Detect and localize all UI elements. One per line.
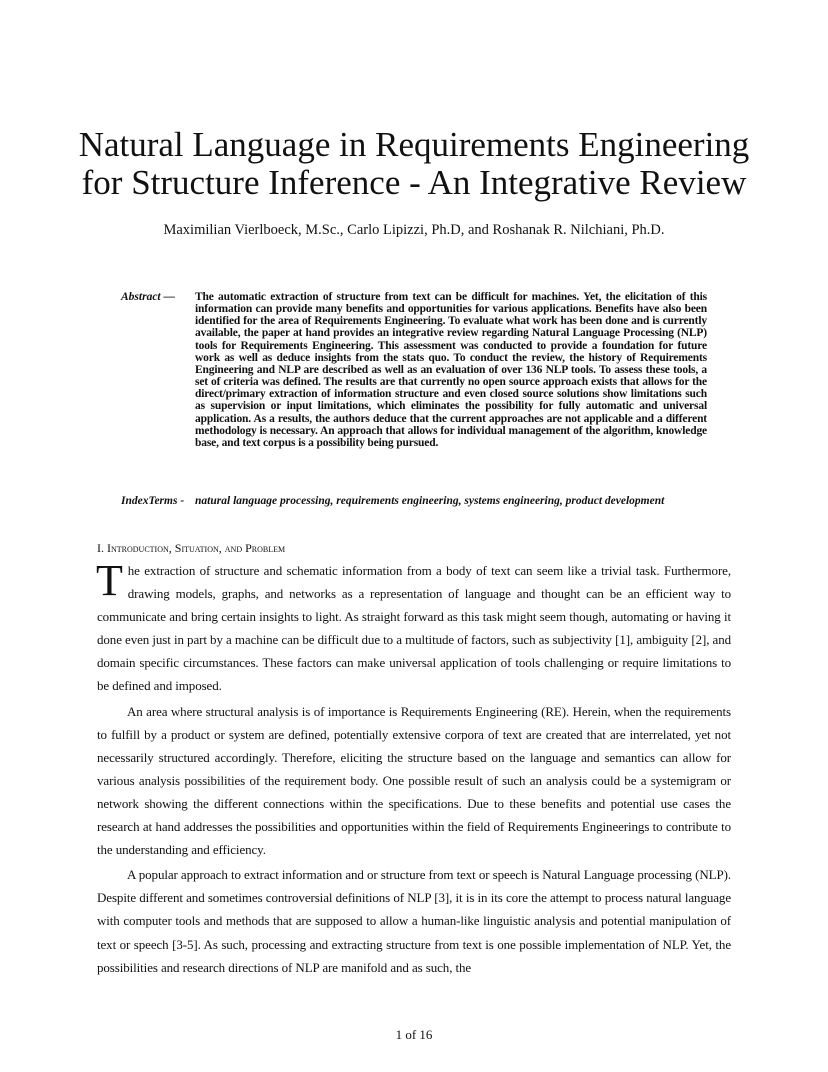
section-heading: I. Introduction, Situation, and Problem	[97, 541, 286, 555]
index-terms	[121, 494, 664, 508]
drop-cap: T	[96, 556, 123, 605]
paragraph-3: A popular approach to extract information and or structure from text or speech is Natural Language processing (NLP). Despite different and sometimes controversial definitions of NLP [3], it is in its core the attempt to process natural language with computer tools and methods that are supposed to allow a human-like linguistic analysis and potential manipulation of text or speech [3-5]. As such, processing and extracting structure from text is one possible implementation of NLP. Yet, the possibilities and research directions of NLP are manifold and as such, the	[97, 867, 731, 975]
abstract-text: The automatic extraction of structure from text can be difficult for machines. Yet, the elicitation of this information can provide many benefits and opportunities for various applications. Benefits have also been identified for the area of Requirements Engineering. To evaluate what work has been done and is currently available, the paper at hand provides an integrative review regarding Natural Language Processing (NLP) tools for Requirements Engineering. This assessment was conducted to provide a foundation for future work as well as deduce insights from the stats quo. To conduct the review, the history of Requirements Engineering and NLP are described as well as an evaluation of over 136 NLP tools. To assess these tools, a set of criteria was defined. The results are that currently no open source approach exists that allows for the direct/primary extraction of information structure and even closed source solutions show limitations such as supervision or input limitations, which eliminates the possibility for fully automatic and universal application. As a results, the authors deduce that the current approaches are not applicable and a different methodology is necessary. An approach that allows for individual management of the algorithm, knowledge base, and text corpus is a possibility being pursued.	[195, 291, 707, 449]
paragraph-1	[96, 556, 731, 698]
paper-title-line-1: Natural Language in Requirements Engineering	[78, 125, 750, 164]
page-number: 1 of 16	[395, 1027, 433, 1042]
index-terms-label: IndexTerms -	[121, 495, 185, 507]
paragraph-2: An area where structural analysis is of importance is Requirements Engineering (RE). Herein, when the requirements to fulfill by a product or system are defined, potentially extensive corpora of text are created that are interrelated, yet not necessarily structured accordingly. Therefore, eliciting the structure based on the language and semantics can allow for various analysis possibilities of the requirement body. One possible result of such an analysis could be a systemigram or network showing the different connections within the specifications. Due to these benefits and potential use cases the research at hand addresses the possibilities and opportunities within the field of Requirements Engineerings to contribute to the understanding and efficiency.	[97, 703, 731, 858]
author-list: Maximilian Vierlboeck, M.Sc., Carlo Lipizzi, Ph.D, and Roshanak R. Nilchiani, Ph.D.	[163, 222, 665, 238]
section-body	[96, 556, 731, 979]
paragraph-1-text: he extraction of structure and schematic information from a body of text can seem like a trivial task. Furthermore, drawing models, graphs, and networks as a representation of language and thought can be an efficient way to communicate and bring certain insights to light. As straight forward as this task might seem though, automating or having it done even just in part by a machine can be difficult due to a multitude of factors, such as subjectivity [1], ambiguity [2], and domain specific circumstances. These factors can make universal application of tools challenging or require limitations to be defined and imposed.	[97, 563, 731, 694]
index-terms-text: natural language processing, requirements engineering, systems engineering, product development	[195, 495, 665, 507]
paper-title-line-2: for Structure Inference - An Integrative Review	[81, 163, 747, 202]
abstract-label: Abstract —	[121, 291, 175, 303]
paper-title	[40, 126, 788, 202]
